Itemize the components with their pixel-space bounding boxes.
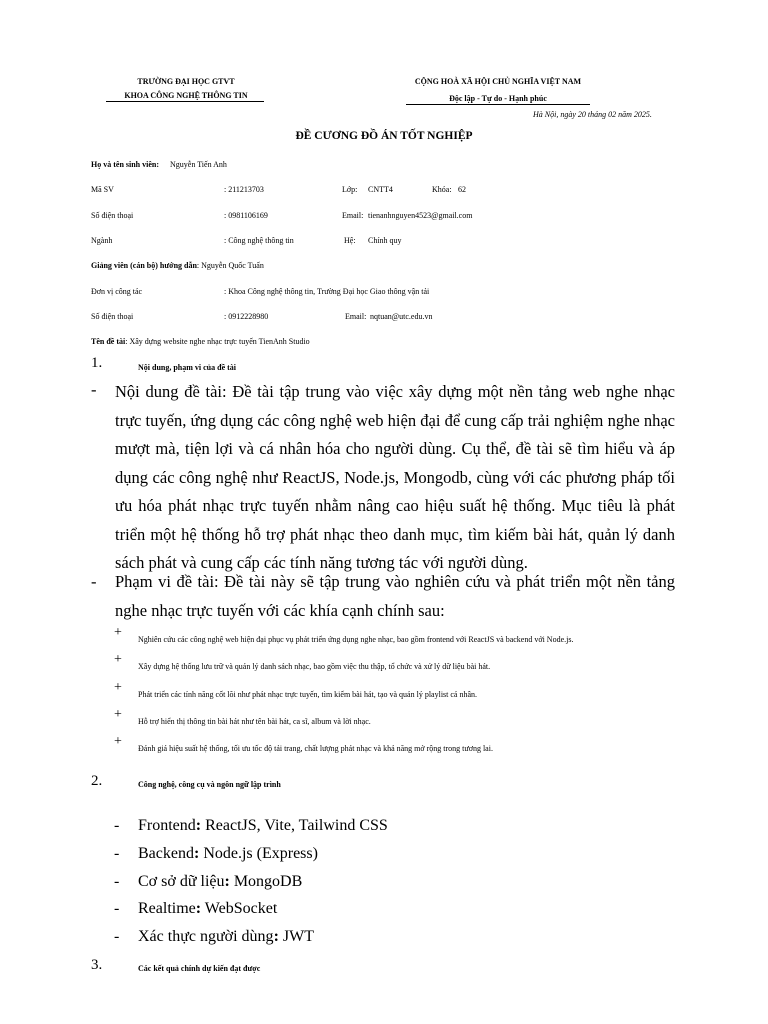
- advisor-name: : Nguyễn Quốc Tuấn: [196, 261, 264, 270]
- student-id-label: Mã SV: [91, 185, 114, 194]
- content-paragraph: Nội dung đề tài: Đề tài tập trung vào việc xây dựng một nền tảng web nghe nhạc trực tuyến, ứng dụng các công nghệ web hiện đại để cung cấp trải nghiệm nghe nhạc mượt mà, tiện lợi và cá nhân hóa cho người dùng. Cụ thể, đề tài sẽ tìm hiểu và áp dụng các công nghệ như ReactJS, Node.js, Mongodb, cùng với các phương pháp tối ưu hóa phát nhạc trực tuyến nhằm nâng cao hiệu suất hệ thống. Mục tiêu là phát triển một hệ thống hỗ trợ phát nhạc theo danh mục, tìm kiếm bài hát, quản lý danh sách phát và cung cấp các tính năng tương tác với người dùng.: [115, 382, 675, 572]
- header-right-underline: [406, 104, 590, 105]
- advisor-label: Giảng viên (cán bộ) hướng dẫn: [91, 261, 197, 270]
- tech-dash: -: [114, 845, 120, 862]
- student-name-row: [91, 160, 227, 169]
- tech-value: ReactJS, Vite, Tailwind CSS: [201, 817, 388, 834]
- tech-dash: -: [114, 873, 120, 890]
- tech-item-backend: Backend: Node.js (Express): [138, 845, 318, 862]
- student-name-value: Nguyễn Tiến Anh: [170, 160, 227, 169]
- bullet-marker: +: [114, 734, 122, 749]
- scope-bullet: Phát triển các tính năng cốt lõi như phát nhạc trực tuyến, tìm kiếm bài hát, tạo và quản lý playlist cá nhân.: [138, 690, 478, 699]
- scope-bullet: Nghiên cứu các công nghệ web hiện đại phục vụ phát triển ứng dụng nghe nhạc, bao gồm frontend với ReactJS và backend với Node.js.: [138, 635, 574, 644]
- advisor-unit-label: Đơn vị công tác: [91, 287, 143, 296]
- date-line: Hà Nội, ngày 20 tháng 02 năm 2025.: [533, 110, 652, 119]
- tech-label: Xác thực người dùng: [138, 928, 274, 945]
- tech-label: Realtime: [138, 900, 196, 917]
- advisor-phone-value: : 0912228980: [224, 312, 269, 321]
- tech-value: JWT: [278, 928, 314, 945]
- topic-row: [91, 337, 310, 346]
- student-id-value: : 211213703: [224, 185, 264, 194]
- student-email-value: tienanhnguyen4523@gmail.com: [368, 211, 473, 220]
- section2-heading: Công nghệ, công cụ và ngôn ngữ lập trình: [138, 780, 281, 789]
- tech-label: Backend: [138, 845, 194, 862]
- tech-item-realtime: Realtime: WebSocket: [138, 900, 278, 917]
- scope-paragraph: Phạm vi đề tài: Đề tài này sẽ tập trung vào nghiên cứu và phát triển một nền tảng nghe nhạc trực tuyến với các khía cạnh chính sau:: [115, 572, 675, 620]
- tech-dash: -: [114, 928, 120, 945]
- major-label: Ngành: [91, 236, 113, 245]
- student-name-label: Họ và tên sinh viên:: [91, 160, 160, 169]
- bullet-marker: +: [114, 652, 122, 667]
- topic-value: : Xây dựng website nghe nhạc trực tuyến TienAnh Studio: [125, 337, 310, 346]
- section2-number: 2.: [91, 773, 103, 789]
- section1-heading: Nội dung, phạm vi của đề tài: [138, 363, 237, 372]
- section1-number: 1.: [91, 355, 103, 371]
- tech-label: Cơ sở dữ liệu: [138, 873, 225, 890]
- bullet-marker: +: [114, 680, 122, 695]
- advisor-email-value: nqtuan@utc.edu.vn: [370, 312, 433, 321]
- section3-number: 3.: [91, 957, 103, 973]
- course-value: 62: [458, 185, 466, 194]
- class-label: Lớp:: [342, 185, 358, 194]
- tech-dash: -: [114, 817, 120, 834]
- student-email-label: Email:: [342, 211, 364, 220]
- university-name: TRƯỜNG ĐẠI HỌC GTVT: [137, 77, 235, 86]
- motto: Độc lập - Tự do - Hạnh phúc: [449, 94, 547, 103]
- bullet-marker: +: [114, 625, 122, 640]
- tech-item-database: Cơ sở dữ liệu: MongoDB: [138, 873, 303, 890]
- student-phone-value: : 0981106169: [224, 211, 268, 220]
- topic-label: Tên đề tài: [91, 337, 126, 346]
- tech-label: Frontend: [138, 817, 196, 834]
- system-value: Chính quy: [368, 236, 402, 245]
- tech-value: WebSocket: [201, 900, 278, 917]
- tech-item-frontend: Frontend: ReactJS, Vite, Tailwind CSS: [138, 817, 388, 834]
- advisor-phone-label: Số điện thoại: [91, 312, 134, 321]
- scope-dash: -: [91, 572, 97, 591]
- content-dash: -: [91, 380, 97, 399]
- course-label: Khóa:: [432, 185, 452, 194]
- bullet-marker: +: [114, 707, 122, 722]
- country-name: CỘNG HOÀ XÃ HỘI CHỦ NGHĨA VIỆT NAM: [414, 77, 582, 86]
- tech-dash: -: [114, 900, 120, 917]
- scope-bullet: Hỗ trợ hiển thị thông tin bài hát như tên bài hát, ca sĩ, album và lời nhạc.: [138, 717, 371, 726]
- tech-item-auth: Xác thực người dùng: JWT: [138, 928, 314, 945]
- section3-heading: Các kết quả chính dự kiến đạt được: [138, 964, 261, 973]
- header-left-underline: [106, 101, 264, 102]
- advisor-email-label: Email:: [345, 312, 367, 321]
- tech-value: Node.js (Express): [199, 845, 318, 862]
- tech-value: MongoDB: [229, 873, 303, 890]
- page-title: ĐỀ CƯƠNG ĐỒ ÁN TỐT NGHIỆP: [295, 130, 473, 142]
- faculty-name: KHOA CÔNG NGHỆ THÔNG TIN: [124, 91, 248, 100]
- system-label: Hệ:: [344, 236, 356, 245]
- scope-bullet: Đánh giá hiệu suất hệ thống, tối ưu tốc độ tải trang, chất lượng phát nhạc và khả năng mở rộng trong tương lai.: [138, 744, 493, 753]
- student-phone-label: Số điện thoại: [91, 211, 134, 220]
- advisor-row: [91, 261, 264, 270]
- scope-bullet: Xây dựng hệ thống lưu trữ và quản lý danh sách nhạc, bao gồm việc thu thập, tổ chức và xử lý dữ liệu bài hát.: [138, 662, 491, 671]
- class-value: CNTT4: [368, 185, 393, 194]
- major-value: : Công nghệ thông tin: [224, 236, 294, 245]
- advisor-unit-value: : Khoa Công nghệ thông tin, Trường Đại học Giao thông vận tải: [224, 287, 430, 296]
